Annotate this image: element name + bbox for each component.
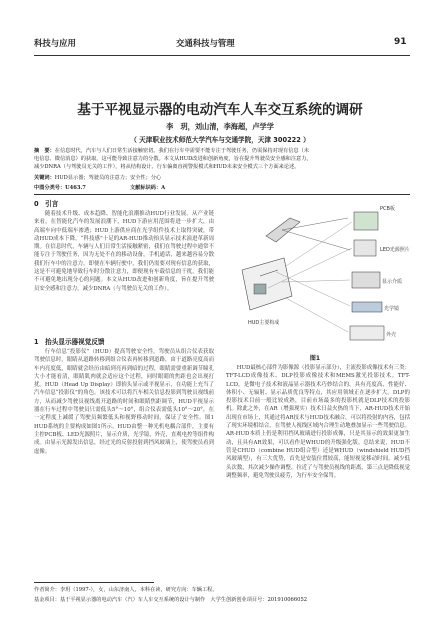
page-number: 91 — [394, 37, 407, 47]
keywords — [34, 174, 161, 182]
author-info: 作者简介：李玥（1997-），女，山东济南人，本科在读，研究方向：车辆工程。 — [34, 587, 218, 593]
hud-housing-shape — [242, 258, 292, 310]
footnote-rule — [34, 582, 154, 583]
label-led: LED光源照片 — [380, 247, 410, 253]
figure-caption: 图1 — [309, 355, 321, 362]
article-authors: 李 玥，刘山清，李海超，卢学学 — [166, 122, 274, 131]
abstract — [34, 147, 410, 171]
label-hud-body: HUD主要构成 — [248, 320, 280, 326]
clc-number: 中图分类号：U463.7 — [34, 185, 86, 191]
right-column-text — [226, 364, 410, 578]
journal-name: 交通科技与管理 — [176, 38, 235, 48]
leader-line — [286, 298, 348, 332]
housing-shape — [350, 326, 384, 340]
figure-1 — [220, 200, 410, 365]
label-mirror: 光学镜 — [384, 306, 400, 312]
article-affiliation: （ 天津职业技术师范大学汽车与交通学院，天津 300222 ） — [130, 136, 310, 144]
fund-info: 基金项目：基于平视显示器的电动汽车（汽）车人车交互系统的设计与制作 大学生创新创业项目号：201910066052 — [34, 597, 308, 603]
leader-line — [286, 222, 352, 266]
pcb-board-shape — [354, 212, 378, 230]
label-pcb: PCB板 — [380, 206, 395, 212]
section-heading-intro: 0 引言 — [34, 200, 59, 208]
document-code: 文献标识码：A — [130, 185, 166, 191]
journal-section: 科技与应用 — [34, 38, 76, 48]
article-title: 基于平视显示器的电动汽车人车交互系统的调研 — [77, 102, 363, 118]
section1-text — [34, 348, 214, 578]
leader-line — [282, 280, 350, 282]
right-column-paragraph: HUD最核心部件为影像源（投影显示部分），主流投影成像技术有三类：TFT-LCD成像技术、DLP投影成像技术和MEMS激光投影技术。TFT-LCD，是微电子技术和液晶显示器技术巧妙结合的，具有亮度高、性能好、体积小、无辐射、显示品质优良等特点，其应用领域正在逐步扩大。DLP的投影技术目前一般比较成熟，目前市场最多的投影机就是DLP技术的投影机。除此之外，在AR（增强现实）技术日益火热的当下，AR-HUD技术开始出现在市场上，其通过将AR技术与HUD技术融合，可以将投射的内容，包括了现实环境相结合，在驾驶人视线区域内合理生动地叠加显示一些驾驶信息。AR-HUD本质上仍是利用挡风玻璃进行投影成像，只是其显示的效果更加生动，且具有AR效果，可以看作是WHUD的升级强化版。总结来说，HUD不管是CHUD（combine HUD组合型）还是WHUD（windshield HUD挡风玻璃型），有三大优势，首先是安装位置较高，能短视觉移动时间，减少低头次数，其次减少操作调整，拉近了与驾驶员视线的距离，第三点是降低视觉调整频率，避免驾驶员疲劳，为行车安全保驾。 — [226, 365, 410, 479]
label-housing: 外壳 — [386, 332, 397, 338]
led-source-shape — [254, 284, 266, 294]
led-photo-shape — [354, 240, 376, 256]
projection-ray — [282, 230, 350, 250]
keywords-label: 关键词： — [34, 175, 55, 181]
abstract-rule — [34, 194, 410, 195]
hud-structure-diagram — [220, 200, 410, 365]
abstract-line: 减少DNRA（与驾驶员无关的工作），将从结构设计、行车偏离直视警报模式和HUD未来安全模式三个方面来论述。 — [34, 164, 300, 170]
label-lcd: 显示介质 — [382, 279, 403, 285]
keywords-text: HUD显示器；驾驶员的注意力；安全性；分心 — [54, 175, 162, 181]
abstract-label: 摘 要： — [34, 148, 55, 154]
section1-paragraph: 行车信息“投影仪”（HUD）提高驾驶安全性。驾驶员从组合仪表获取驾驶信息时，眼睛从道路转移到组合仪表再转移到道路，由于道路亮度高而车内亮度低，眼睛就会经历由暗到亮再到暗的过程，眼睛需要重新调节瞳孔大小才能看清，眼睛肌肉就会适应这个过程，同时眼睛的焦距也会出现打扰。HUD（Head Up Display）即抬头显示或平视显示，在功能上充当了汽车信息“投影仪”的角色。该技术可以将汽车相关信息投影到驾驶员视线前方，从而减少驾驶员视线离开道路的时间和眼睛焦距调节，HUD平视显示器在行车过程中驾驶员只需低头5°～10°，组合仪表需低头10°～20°，在一定程度上减缓了驾驶员频繁低头和视野移动时间，保证了安全性。图1 HUD系统的主要构成如图1所示。HUD由整一种光机电耦合部件，主要有主控PCB板、LED光源照片，显示介质，光学镜，外壳，直观电控等组件构成。由显示光源发出信息，经过光的反射投射到挡风玻璃上，使驾驶员看到虚像。 — [34, 349, 214, 455]
intro-paragraph: 随着技术升级、成本趋降、智能化浪潮推动HUD行业发展。从产业链来看，在智能化汽车的发展浪潮下，HUD下游应用范围将进一步扩大，由高端车向中低端车渗透；HUD上游供应商在光学组件技术上取得突破，带动HUD成本下降，“科技感”十足的AR-HUD推动抬头显示技术演进革新周期。在信息时代，车辆与人们日常生活接触紧密，我们在驾驶过程中通常不能专注于驾驶任务，因为无处不在的移动设备，手机通话，越来越容易分散我们行车中的注意力，即便在车辆行驶中，我们仍需要对现有信息的获取，这是不可避免地导致行车时分散注意力，即便现有车载信息的干扰，我们能不可避免地出现分心的问题。本文从HUD改进和创新角度，旨在提升驾驶员安全感和注意力，减少DNRA（与驾驶员无关的工作）。 — [34, 211, 214, 292]
watermark: 试读 — [300, 445, 345, 470]
section-heading-1: 1 抬头显示器视觉反馈 — [34, 338, 105, 346]
lcd-panel-shape — [352, 272, 380, 288]
watermark: 试读 — [60, 265, 105, 290]
header-rule — [34, 55, 410, 56]
mirror-shape — [352, 302, 382, 312]
abstract-line: 在信息时代，汽车与人们日常生活接触密切。我们在行车中需要不能专注于驾驶任务，仍需保持对现有信息（未 — [54, 148, 309, 154]
abstract-line: 电信息、微信消息）的获取，这可能导致注意力的分散。本文从HUD改进和创新角度，旨在提升驾驶员安全感和注意力， — [34, 156, 312, 162]
